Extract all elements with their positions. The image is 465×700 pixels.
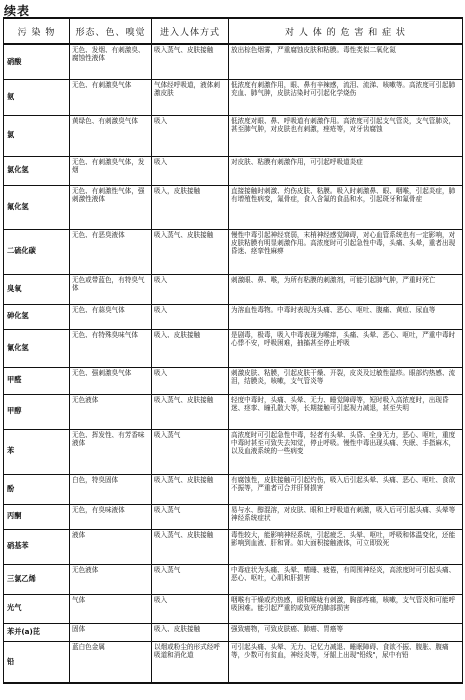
pollutant-name-cell: 甲醛 <box>4 367 70 394</box>
table-caption: 续表 <box>4 4 31 18</box>
harm-symptoms-cell: 直接接触时刺激、灼伤皮肤、粘膜。吸入时刺激鼻、眼、咽喉，引起炎症，肺有增殖性病变，氟骨症，食入含氟的食品和水，引起斑牙和氟骨症 <box>229 185 463 229</box>
entry-route-cell: 吸入 <box>152 156 229 185</box>
pollutant-name-cell: 丙酮 <box>4 504 70 529</box>
harm-symptoms-cell: 放出棕色烟雾，严重腐蚀皮肤和粘膜。毒性类似二氧化氮 <box>229 44 463 79</box>
pollutant-name-cell: 铅 <box>4 641 70 683</box>
harm-symptoms-cell: 刺激眼、鼻、喉，为所有粘膜的刺激剂，可能引起肺气肿，严重时死亡 <box>229 274 463 304</box>
form-cell: 无色、发烟、有刺激臭、腐蚀性液体 <box>70 44 152 79</box>
form-cell: 无色液体 <box>70 564 152 594</box>
pollutant-name-cell: 砷化氢 <box>4 304 70 329</box>
form-cell: 无色、有恶臭液体 <box>70 229 152 274</box>
pollutant-name-cell: 苯 <box>4 429 70 474</box>
header-form: 形态、色、嗅觉 <box>70 18 152 44</box>
harm-symptoms-cell: 是剧毒，极毒，吸入中毒表现为喉痒，头痛、头晕、恶心、呕吐，严重中毒时心悸不安，呼吸困难，抽搐甚至停止呼吸 <box>229 329 463 367</box>
form-cell: 无色、有刺激性气体，强刺激性液体 <box>70 185 152 229</box>
harm-symptoms-cell: 毒性较大，能影响神经系统，引起疲乏、头晕、呕吐，呼吸和体温变化，还能影响到血液、肝和肾。如大面积接触液体，可立即致死 <box>229 529 463 564</box>
pollutant-name-cell: 二硫化碳 <box>4 229 70 274</box>
entry-route-cell: 吸入、皮肤接触 <box>152 623 229 641</box>
pollutant-name-cell: 氨 <box>4 79 70 115</box>
entry-route-cell: 吸入、皮肤接触 <box>152 329 229 367</box>
table-body <box>4 44 463 683</box>
harm-symptoms-cell: 刺激皮肤、粘膜，引起皮肤干燥、开裂，皮炎及过敏性湿疹。眼部灼热感、流泪，结膜炎，咳嗽，支气管炎等 <box>229 367 463 394</box>
form-cell: 无色液体 <box>70 394 152 429</box>
table-row <box>4 429 463 474</box>
harm-symptoms-cell: 可引起头痛、头晕、无力、记忆力减退、睡眠障碍、食欲不振、腹胀、腹痛等，少数可有贫血，神经炎等，牙龈上出现"铅线"，尿中有铅 <box>229 641 463 683</box>
entry-route-cell: 吸入蒸气、皮肤接触 <box>152 229 229 274</box>
table-header <box>4 18 463 44</box>
form-cell: 无色或带蓝色，有特臭气体 <box>70 274 152 304</box>
table-row <box>4 79 463 115</box>
header-harm: 对 人 体 的 危 害 和 症 状 <box>229 18 463 44</box>
table-row <box>4 504 463 529</box>
form-cell: 气体 <box>70 594 152 623</box>
form-cell: 固体 <box>70 623 152 641</box>
table-row <box>4 185 463 229</box>
pollutant-name-cell: 氟化氢 <box>4 185 70 229</box>
entry-route-cell: 吸入蒸气、皮肤接触 <box>152 394 229 429</box>
table-row <box>4 44 463 79</box>
entry-route-cell: 吸入蒸气 <box>152 504 229 529</box>
form-cell: 无色、有蒜臭气体 <box>70 304 152 329</box>
entry-route-cell: 吸入，皮肤接触 <box>152 185 229 229</box>
harm-symptoms-cell: 中毒症状为头痛、头晕、嗜睡、疲倦，有周围神经炎，高浓度时可引起头痛、恶心、呕吐，心肌和肝损害 <box>229 564 463 594</box>
pollutant-name-cell: 氯 <box>4 115 70 156</box>
table-row <box>4 156 463 185</box>
header-row <box>4 18 463 44</box>
pollutant-name-cell: 甲醇 <box>4 394 70 429</box>
form-cell: 液体 <box>70 529 152 564</box>
pollutant-name-cell: 臭氧 <box>4 274 70 304</box>
harm-symptoms-cell: 咽喉有干燥或灼热感，眼和喉咙有刺激，胸部疼痛，咳嗽，支气管炎和可能呼吸困难。能引起严重的或致死的肺部损害 <box>229 594 463 623</box>
entry-route-cell: 吸入 <box>152 115 229 156</box>
form-cell: 无色、挥发性、有芳香味液体 <box>70 429 152 474</box>
form-cell: 无色，有臭味液体 <box>70 504 152 529</box>
pollutant-name-cell: 硝酸 <box>4 44 70 79</box>
harm-symptoms-cell: 高浓度时可引起急性中毒，轻者有头晕、头昏、全身无力，恶心、呕吐，重度中毒时甚至可致失去知觉，停止呼吸。慢性中毒出现头痛、失眠、手指麻木，以及血液系统的一些病变 <box>229 429 463 474</box>
pollutant-name-cell: 光气 <box>4 594 70 623</box>
harm-symptoms-cell: 易与水、醇混溶，对皮肤、眼和上呼吸道有刺激，吸入后可引起头痛、头晕等神经系统症状 <box>229 504 463 529</box>
table-row <box>4 529 463 564</box>
pollutant-name-cell: 三氯乙烯 <box>4 564 70 594</box>
entry-route-cell: 气体经呼吸道，液体刺激皮肤 <box>152 79 229 115</box>
entry-route-cell: 吸入 <box>152 367 229 394</box>
entry-route-cell: 吸入蒸气、皮肤接触 <box>152 44 229 79</box>
table-row <box>4 594 463 623</box>
pollutant-name-cell: 苯并(a)芘 <box>4 623 70 641</box>
form-cell: 白色，特臭固体 <box>70 474 152 504</box>
header-entry: 进入人体方式 <box>152 18 229 44</box>
table-row <box>4 274 463 304</box>
pollutant-table <box>3 17 463 684</box>
form-cell: 蓝白色金属 <box>70 641 152 683</box>
pollutant-name-cell: 硝基苯 <box>4 529 70 564</box>
pollutant-name-cell: 氰化氢 <box>4 329 70 367</box>
harm-symptoms-cell: 慢性中毒引起神经衰弱，末梢神经感觉障碍，对心血管系统也有一定影响，对皮肤粘膜有明显刺激作用。高浓度时可引起急性中毒，头痛、头晕，重者出现昏迷、痉挛性麻痹 <box>229 229 463 274</box>
table-row <box>4 394 463 429</box>
pollutant-name-cell: 氯化氢 <box>4 156 70 185</box>
harm-symptoms-cell: 对皮肤、粘膜有刺激作用，可引起呼吸道炎症 <box>229 156 463 185</box>
pollutant-name-cell: 酚 <box>4 474 70 504</box>
table-row <box>4 329 463 367</box>
table-row <box>4 623 463 641</box>
table-row <box>4 474 463 504</box>
harm-symptoms-cell: 强致癌物，可致皮肤癌、肺癌、胃癌等 <box>229 623 463 641</box>
table-row <box>4 304 463 329</box>
harm-symptoms-cell: 低浓度有刺激作用，眼、鼻有辛辣感，流泪、流涕、咳嗽等。高浓度可引起肺充血、肺气肿，皮肤沾染时可引起化学烧伤 <box>229 79 463 115</box>
harm-symptoms-cell: 轻度中毒时，头痛、头晕、无力、睡觉障碍等，短时吸入高浓度时，出现昏迷、痉挛、瞳孔散大等，长期接触可引起视力减退，甚至失明 <box>229 394 463 429</box>
harm-symptoms-cell: 低浓度对眼、鼻、呼吸道有刺激作用。高浓度可引起支气管炎，支气管肺炎，甚至肺气肿，对皮肤也有刺激，痤疮等，对牙齿腐蚀 <box>229 115 463 156</box>
entry-route-cell: 以烟或粉尘的形式经呼吸道和消化道 <box>152 641 229 683</box>
entry-route-cell: 吸入 <box>152 274 229 304</box>
harm-symptoms-cell: 有腐蚀性，皮肤接触可引起灼伤，吸入后引起头晕、头痛、恶心、呕吐、食欲不振等，严重者可合并肝肾损害 <box>229 474 463 504</box>
entry-route-cell: 吸入蒸气 <box>152 429 229 474</box>
table-row <box>4 564 463 594</box>
table-row <box>4 367 463 394</box>
form-cell: 无色、强刺激臭气体 <box>70 367 152 394</box>
entry-route-cell: 吸入蒸气、皮肤接触 <box>152 474 229 504</box>
entry-route-cell: 吸入蒸气 <box>152 564 229 594</box>
form-cell: 无色、有刺激臭气体 <box>70 79 152 115</box>
header-pollutant: 污 染 物 <box>4 18 70 44</box>
entry-route-cell: 吸入蒸气、皮肤接触 <box>152 529 229 564</box>
entry-route-cell: 吸入 <box>152 304 229 329</box>
harm-symptoms-cell: 为溶血性毒物。中毒时表现为头痛、恶心、呕吐、腹痛、黄疸、尿血等 <box>229 304 463 329</box>
form-cell: 无色、有刺激臭气体，发烟 <box>70 156 152 185</box>
form-cell: 黄绿色、有刺激臭气体 <box>70 115 152 156</box>
table-row <box>4 115 463 156</box>
table-row <box>4 229 463 274</box>
table-row <box>4 641 463 683</box>
entry-route-cell: 吸入 <box>152 594 229 623</box>
form-cell: 无色、有特殊臭味气体 <box>70 329 152 367</box>
